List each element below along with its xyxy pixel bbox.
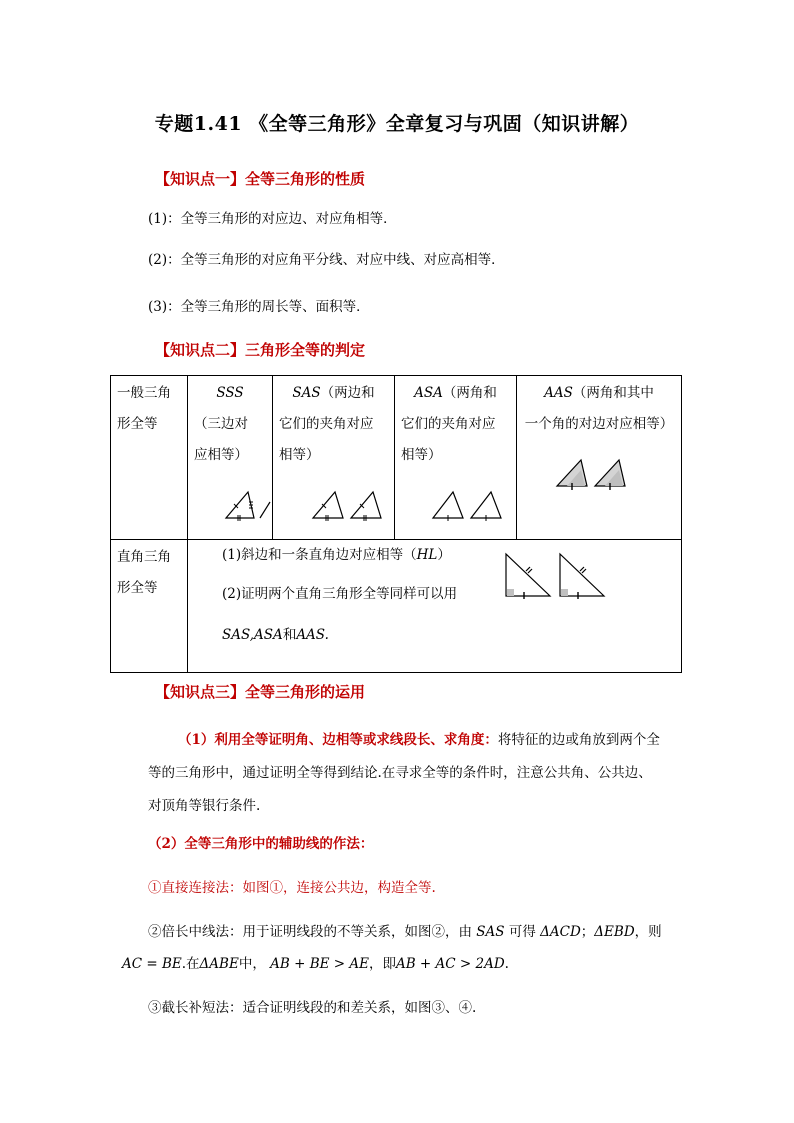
property-item-2: (2)：全等三角形的对应角平分线、对应中线、对应高相等．: [148, 252, 505, 268]
sas-desc-head: （两边和: [320, 385, 375, 401]
hl-abbr: HL: [416, 547, 438, 563]
method-2-text-b: 可得: [508, 924, 536, 940]
right-label-line2: 形全等: [117, 580, 158, 596]
criteria-table: [110, 375, 682, 673]
method-2-tri-ebd: ΔEBD: [594, 924, 635, 940]
aas-figure: [555, 456, 635, 492]
method-2-ineq2: AB + AC > 2AD: [395, 956, 505, 972]
method-1: ①直接连接法：如图①，连接公共边，构造全等.: [148, 880, 436, 896]
sas-name: SAS: [292, 385, 321, 401]
general-label-cell: [111, 376, 188, 540]
right-label-cell: [111, 540, 188, 673]
right-label-line1: 直角三角: [117, 549, 171, 565]
usage-p1-bold: （1）利用全等证明角、边相等或求线段长、求角度：: [178, 732, 498, 748]
aas-desc-1: 一个角的对边对应相等）: [524, 416, 674, 432]
usage-paragraph-1: [148, 724, 688, 823]
method-2-line2: [122, 952, 509, 972]
hl-close: ）: [437, 547, 451, 563]
method-2-zhong: 中，: [238, 956, 266, 972]
method-2-text-a: ②倍长中线法：用于证明线段的不等关系，如图②，由: [148, 924, 472, 940]
sas-desc-1: 它们的夹角对应: [279, 416, 374, 432]
asa-desc-2: 相等）: [401, 447, 442, 463]
right-content-cell: [188, 540, 682, 673]
method-2-text-d: ，则: [634, 924, 662, 940]
usage-p1-text1: 将特征的边或角放到两个全: [497, 732, 660, 748]
method-2-sep: ；: [580, 924, 595, 940]
sas-desc-2: 相等）: [279, 447, 320, 463]
hl-figure: [504, 552, 614, 600]
section1-heading: 【知识点一】全等三角形的性质: [155, 170, 366, 188]
right-line3-mid: 和: [282, 627, 297, 643]
property-item-1: (1)：全等三角形的对应边、对应角相等．: [148, 211, 397, 227]
method-2-eq1: AC = BE: [122, 956, 182, 972]
method-2-tri-acd: ΔACD: [540, 924, 581, 940]
aas-cell: [517, 376, 682, 540]
asa-figure: [431, 488, 507, 522]
method-2-line1: [148, 920, 662, 940]
aas-desc-head: （两角和其中: [572, 385, 654, 401]
usage-p1-line2: 等的三角形中，通过证明全等得到结论.在寻求全等的条件时，注意公共角、公共边、: [148, 765, 652, 781]
asa-name: ASA: [414, 385, 443, 401]
sas-figure: [311, 488, 385, 522]
right-line3-italic: SAS,ASA: [222, 627, 283, 643]
property-item-3: (3)：全等三角形的周长等、面积等．: [148, 299, 370, 315]
table-row-general: [111, 376, 682, 540]
right-line3: [222, 626, 681, 645]
sss-desc-1: （三边对: [194, 416, 248, 432]
aas-name: AAS: [544, 385, 573, 401]
section3-heading: 【知识点三】全等三角形的运用: [155, 683, 366, 701]
method-2-end: .: [504, 956, 509, 972]
asa-cell: [395, 376, 517, 540]
method-2-ineq1: AB + BE > AE: [270, 956, 369, 972]
method-2-in: .在: [181, 956, 200, 972]
page-title: 专题1.41 《全等三角形》全章复习与巩固（知识讲解）: [154, 113, 640, 135]
general-label-line1: 一般三角: [117, 385, 171, 401]
sas-cell: [273, 376, 395, 540]
sss-figure: [224, 488, 272, 522]
right-line3-italic2: AAS.: [296, 627, 329, 643]
sss-desc-2: 应相等）: [194, 447, 248, 463]
method-3: ③截长补短法：适合证明线段的和差关系，如图③、④.: [148, 1000, 477, 1016]
method-2-sas: SAS: [476, 924, 505, 940]
sss-cell: [188, 376, 273, 540]
asa-desc-head: （两角和: [442, 385, 497, 401]
table-row-right: [111, 540, 682, 673]
usage-p1-line1: [148, 724, 688, 757]
hl-text: (1)斜边和一条直角边对应相等（: [222, 547, 417, 563]
section2-heading: 【知识点二】三角形全等的判定: [155, 341, 366, 359]
right-line2: (2)证明两个直角三角形全等同样可以用: [222, 586, 458, 602]
aux-line-heading: （2）全等三角形中的辅助线的作法：: [148, 836, 374, 852]
method-2-ji: ，即: [368, 956, 396, 972]
method-2-tri-abe: ΔABE: [199, 956, 239, 972]
usage-p1-line3: 对顶角等银行条件.: [148, 798, 261, 814]
general-label-line2: 形全等: [117, 416, 158, 432]
asa-desc-1: 它们的夹角对应: [401, 416, 496, 432]
sss-name: SSS: [216, 385, 244, 401]
